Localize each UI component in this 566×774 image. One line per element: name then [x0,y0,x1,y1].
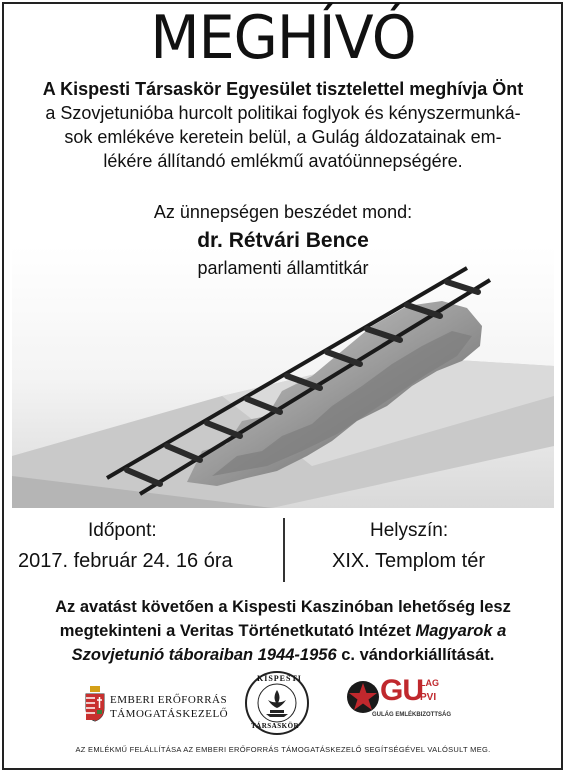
speaker-role: parlamenti államtitkár [197,258,369,278]
intro-bold-line: A Kispesti Társaskör Egyesület tisztelettel meghívja Önt [42,79,524,99]
time-label: Időpont: [88,520,157,541]
bottom-line-2-text: megtekinteni a Veritas Történetkutató Intézet [59,622,416,640]
exhibition-title-part1: Magyarok a [415,622,507,640]
gulag-logo-subtitle: GULÁG EMLÉKBIZOTTSÁG [372,712,451,718]
page-title: MEGHÍVÓ [150,3,416,73]
time-value: 2017. február 24. 16 óra [18,550,233,572]
intro-line-2: sok emlékéve keretein belül, a Gulág áldozatainak em- [64,127,502,147]
place-label: Helyszín: [370,520,449,541]
exhibition-title-part2: Szovjetunió táboraiban 1944-1956 [71,646,337,664]
gulag-logo-big: GU [380,674,423,707]
emmi-logo-line2: TÁMOGATÁSKEZELŐ [110,708,229,720]
intro-line-1: a Szovjetunióba hurcolt politikai foglyok és kényszermunká- [45,103,521,123]
bottom-line-2 [0,620,566,642]
place-value: XIX. Templom tér [332,550,486,572]
bottom-line-3 [0,644,566,666]
emmi-logo-line1: EMBERI ERŐFORRÁS [110,694,228,706]
bottom-line-3-text: c. vándorkiállítását. [336,646,495,664]
speaker-intro: Az ünnepségen beszédet mond: [153,202,413,222]
seal-top-text: KISPESTI [257,674,302,683]
red-star-icon [346,680,380,714]
bottom-line-1: Az avatást követően a Kispesti Kaszinóban lehetőség lesz [55,598,511,616]
footer-note: AZ EMLÉKMŰ FELÁLLÍTÁSA AZ EMBERI ERŐFORRÁS TÁMOGATÁSKEZELŐ SEGÍTSÉGÉVEL VALÓSULT MEG. [75,745,491,754]
gulag-logo-pvi: PVI [420,692,437,703]
speaker-name: dr. Rétvári Bence [197,229,369,252]
gulag-logo-lag: LAG [420,678,439,688]
info-divider [283,518,285,582]
hungarian-coat-of-arms-icon [84,686,106,722]
memorial-photo [12,246,554,508]
seal-bottom-text: TÁRSASKÖR [251,722,300,730]
intro-line-3: lékére állítandó emlékmű avatóünnepségére. [103,151,463,171]
